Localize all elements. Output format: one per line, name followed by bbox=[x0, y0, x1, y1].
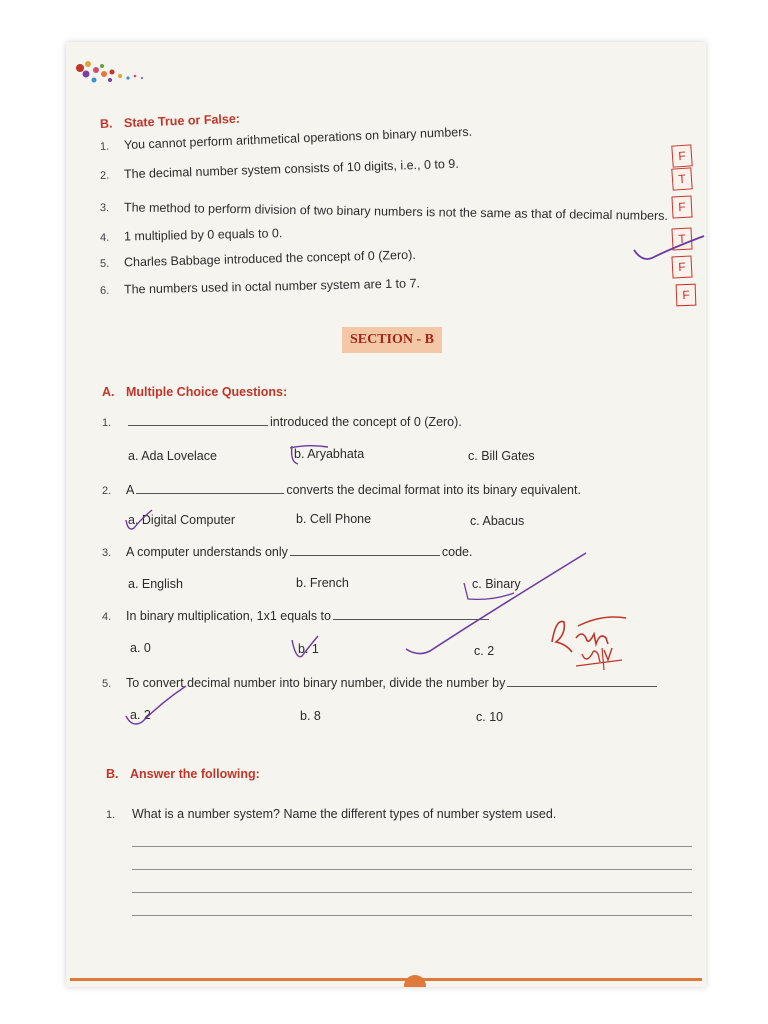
tf-item-number: 2. bbox=[99, 169, 110, 182]
true-false-heading bbox=[100, 112, 240, 131]
mcq-question-pre: To convert decimal number into binary number, divide the number by bbox=[126, 676, 506, 690]
decorative-dots-icon bbox=[72, 56, 152, 96]
mcq-question bbox=[102, 415, 462, 429]
mcq-option[interactable]: a. Ada Lovelace bbox=[128, 449, 217, 463]
worksheet-page bbox=[66, 42, 706, 987]
mcq-question-number: 3. bbox=[102, 547, 112, 559]
mcq-question-number: 5. bbox=[102, 678, 112, 690]
mcq-option[interactable]: b. Aryabhata bbox=[294, 447, 365, 461]
tf-item bbox=[100, 200, 668, 223]
mcq-title: Multiple Choice Questions: bbox=[125, 385, 288, 399]
mcq-question-post: code. bbox=[441, 545, 473, 559]
answer-question-number: 1. bbox=[106, 809, 116, 821]
answer-question bbox=[106, 807, 556, 821]
tf-item-number: 1. bbox=[99, 140, 110, 153]
pen-mark-q1 bbox=[288, 442, 348, 468]
tf-answer-box[interactable]: F bbox=[671, 144, 692, 167]
tf-item-text: The decimal number system consists of 10 digits, i.e., 0 to 9. bbox=[123, 156, 459, 182]
mcq-question-number: 2. bbox=[102, 485, 112, 497]
mcq-option[interactable]: a. 0 bbox=[130, 641, 151, 655]
tf-item-text: The method to perform division of two binary numbers is not the same as that of decimal numbers. bbox=[123, 200, 669, 223]
answer-heading bbox=[106, 767, 260, 781]
tf-item bbox=[100, 125, 473, 153]
tf-answer-box[interactable]: T bbox=[671, 227, 692, 250]
footer-bar bbox=[70, 978, 702, 981]
answer-question-text: What is a number system? Name the different types of number system used. bbox=[132, 807, 557, 821]
mcq-question-number: 1. bbox=[102, 417, 112, 429]
answer-letter: B. bbox=[106, 767, 119, 781]
answer-blank[interactable] bbox=[136, 492, 284, 494]
answer-title: Answer the following: bbox=[129, 767, 260, 781]
tf-item bbox=[100, 157, 459, 182]
mcq-question-pre: A bbox=[126, 483, 135, 497]
tf-answer-box[interactable]: F bbox=[671, 195, 692, 218]
pen-mark-q2 bbox=[122, 506, 162, 536]
pen-mark-q5 bbox=[122, 682, 192, 728]
tf-answer-box[interactable]: F bbox=[676, 284, 697, 307]
tf-item bbox=[100, 248, 416, 270]
mcq-option[interactable]: c. 2 bbox=[474, 644, 495, 658]
tf-item-number: 5. bbox=[99, 257, 110, 270]
mcq-option[interactable]: b. Cell Phone bbox=[296, 512, 372, 526]
answer-line[interactable] bbox=[132, 892, 692, 893]
answer-blank[interactable] bbox=[128, 424, 268, 426]
answer-blank[interactable] bbox=[507, 685, 657, 687]
mcq-option[interactable]: a. English bbox=[128, 577, 183, 591]
answer-line[interactable] bbox=[132, 915, 692, 916]
tf-item bbox=[100, 226, 283, 244]
mcq-question-number: 4. bbox=[102, 611, 112, 623]
mcq-option[interactable]: c. Bill Gates bbox=[468, 449, 535, 463]
tf-answer-box[interactable]: F bbox=[671, 255, 692, 278]
mcq-option[interactable]: b. 1 bbox=[298, 642, 319, 656]
mcq-question-post: introduced the concept of 0 (Zero). bbox=[270, 415, 462, 429]
answer-line[interactable] bbox=[132, 869, 692, 870]
tf-item-text: You cannot perform arithmetical operations on binary numbers. bbox=[123, 124, 473, 153]
tf-item-text: Charles Babbage introduced the concept of 0 (Zero). bbox=[123, 247, 416, 270]
teacher-signature bbox=[542, 608, 632, 678]
mcq-question-post: converts the decimal format into its binary equivalent. bbox=[286, 483, 581, 497]
mcq-option[interactable]: a. Digital Computer bbox=[128, 513, 235, 527]
tf-answer-box[interactable]: T bbox=[671, 167, 692, 190]
mcq-question-pre: In binary multiplication, 1x1 equals to bbox=[126, 609, 331, 623]
tf-item-text: 1 multiplied by 0 equals to 0. bbox=[123, 226, 283, 244]
section-b-label: SECTION - B bbox=[342, 327, 442, 353]
mcq-option[interactable]: c. Binary bbox=[472, 577, 521, 591]
tf-item-number: 3. bbox=[99, 202, 110, 215]
mcq-heading bbox=[102, 385, 287, 399]
mcq-option[interactable]: a. 2 bbox=[130, 708, 151, 722]
tf-item bbox=[100, 276, 420, 297]
mcq-question bbox=[102, 483, 581, 497]
mcq-option[interactable]: b. 8 bbox=[300, 709, 321, 723]
mcq-option[interactable]: c. 10 bbox=[476, 710, 504, 724]
mcq-letter: A. bbox=[102, 385, 115, 399]
answer-line[interactable] bbox=[132, 846, 692, 847]
pen-mark-q4 bbox=[288, 632, 328, 662]
tf-item-number: 4. bbox=[99, 231, 110, 244]
teacher-tick-mark bbox=[632, 228, 706, 278]
true-false-title: State True or False: bbox=[123, 111, 241, 131]
mcq-option[interactable]: c. Abacus bbox=[470, 514, 525, 528]
page-number-tab bbox=[404, 975, 426, 987]
tf-item-text: The numbers used in octal number system are 1 to 7. bbox=[123, 276, 421, 297]
mcq-option[interactable]: b. French bbox=[296, 576, 349, 590]
tf-item-number: 6. bbox=[99, 284, 110, 297]
mcq-question-pre: A computer understands only bbox=[126, 545, 288, 559]
true-false-letter: B. bbox=[99, 116, 113, 131]
